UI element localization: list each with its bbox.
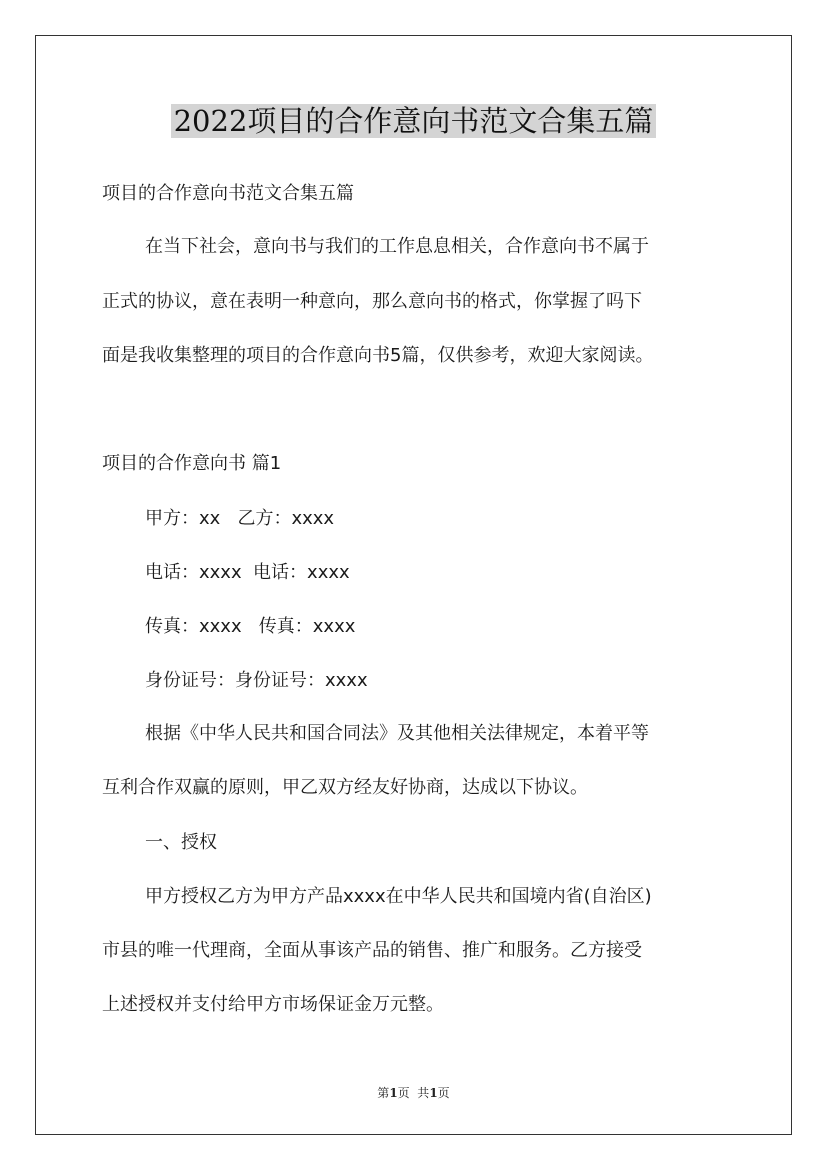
clause-heading: 一、授权 [145,832,217,853]
footer-prefix: 第 [377,1086,390,1100]
footer-suffix: 页 [437,1086,450,1100]
footer-mid: 页 共 [397,1086,430,1100]
document-title: 2022项目的合作意向书范文合集五篇 [171,104,657,138]
page-footer [0,1084,827,1101]
document-title-wrap [0,100,827,142]
intro-line-2: 正式的协议，意在表明一种意向，那么意向书的格式，你掌握了吗下 [102,291,642,312]
party-line-2: 电话：xxxx 电话：xxxx [145,562,350,583]
document-subtitle: 项目的合作意向书范文合集五篇 [102,183,354,204]
clause-line-1: 甲方授权乙方为甲方产品xxxx在中华人民共和国境内省(自治区) [145,886,652,907]
intro-line-1: 在当下社会，意向书与我们的工作息息相关，合作意向书不属于 [145,236,649,257]
party-line-3: 传真：xxxx 传真：xxxx [145,616,356,637]
intro-line-3: 面是我收集整理的项目的合作意向书5篇，仅供参考，欢迎大家阅读。 [102,345,654,366]
section-heading: 项目的合作意向书 篇1 [102,453,282,474]
clause-line-3: 上述授权并支付给甲方市场保证金万元整。 [102,994,444,1015]
footer-page-current: 1 [389,1086,398,1100]
basis-line-1: 根据《中华人民共和国合同法》及其他相关法律规定，本着平等 [145,723,649,744]
party-line-1: 甲方：xx 乙方：xxxx [145,508,335,529]
basis-line-2: 互利合作双赢的原则，甲乙双方经友好协商，达成以下协议。 [102,777,588,798]
footer-page-total: 1 [429,1086,438,1100]
clause-line-2: 市县的唯一代理商，全面从事该产品的销售、推广和服务。乙方接受 [102,940,642,961]
party-line-4: 身份证号：身份证号：xxxx [145,670,368,691]
